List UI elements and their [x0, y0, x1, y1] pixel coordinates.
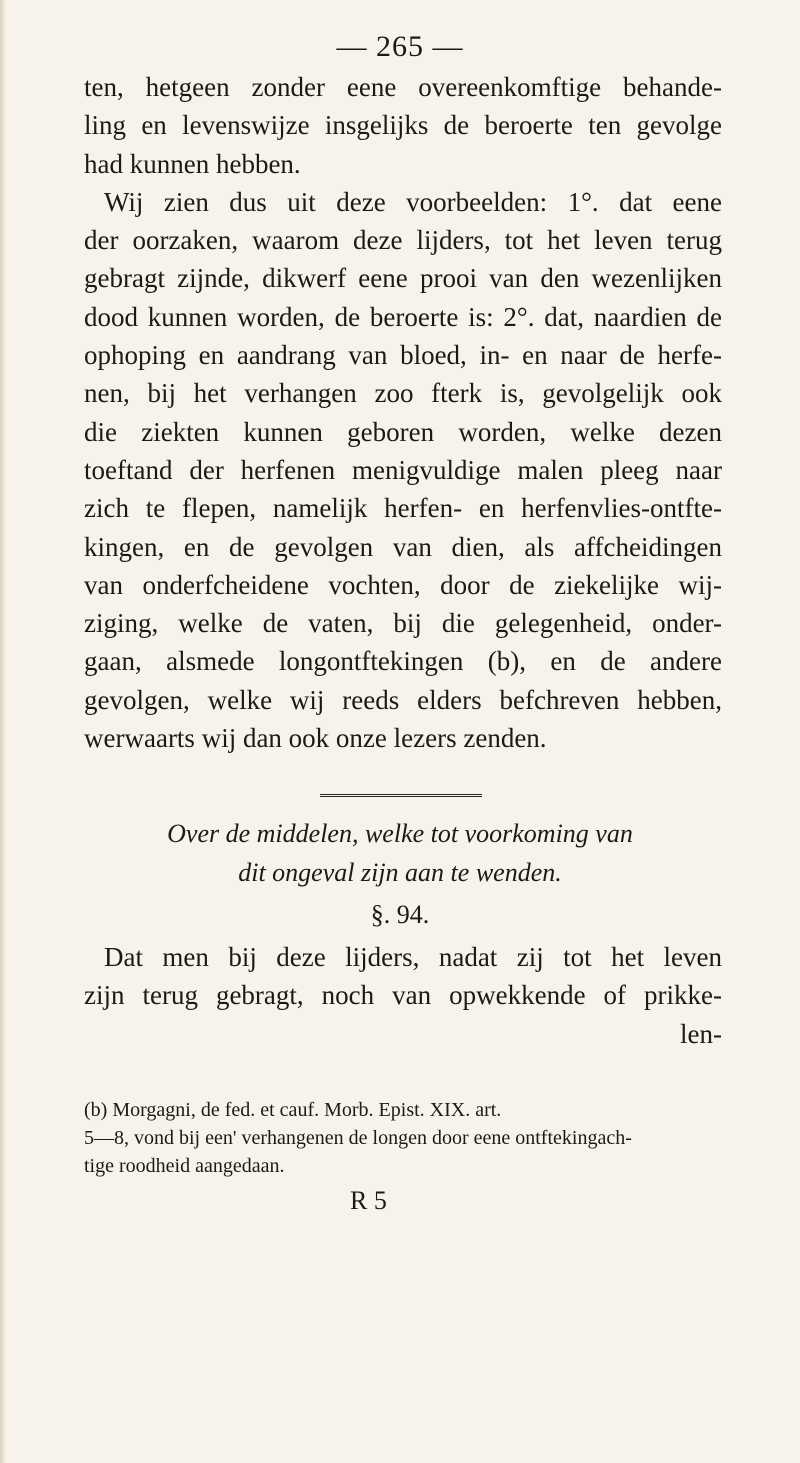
text-line: had kunnen hebben. [84, 148, 301, 179]
text-line: ziging, welke de vaten, bij die gelegenheid, onder- [84, 608, 722, 639]
signature-mark: R 5 [350, 1186, 387, 1215]
footnote-line: 5—8, vond bij een' verhangenen de longen door eene ontftekingach- [84, 1127, 632, 1149]
section-number: §. 94. [370, 900, 430, 929]
footnote-line: (b) Morgagni, de fed. et cauf. Morb. Epist. XIX. art. [84, 1099, 502, 1121]
section-heading-line: Over de middelen, welke tot voorkoming van [167, 819, 633, 848]
text-line: zijn terug gebragt, noch van opwekkende of prikke- [84, 980, 722, 1011]
text-line: toeftand der herfenen menigvuldige malen pleeg naar [84, 454, 722, 485]
section-heading [100, 814, 700, 892]
text-line: ten, hetgeen zonder eene overeenkomftige behande- [84, 72, 722, 102]
text-line: ling en levenswijze insgelijks de beroerte ten gevolge [84, 110, 722, 141]
footnote-line: tige roodheid aangedaan. [84, 1155, 285, 1177]
text-line: zich te flepen, namelijk herfen- en herfenvlies-ontfte- [84, 493, 722, 524]
text-line: dood kunnen worden, de beroerte is: 2°. dat, naardien de [84, 301, 722, 332]
section-divider [320, 794, 482, 797]
text-line: nen, bij het verhangen zoo fterk is, gevolgelijk ook [84, 378, 722, 409]
text-line: Dat men bij deze lijders, nadat zij tot het leven [104, 942, 722, 972]
text-line: van onderfcheidene vochten, door de ziekelijke wij- [84, 569, 722, 600]
section-heading-line: dit ongeval zijn aan te wenden. [238, 858, 562, 887]
main-text [84, 68, 722, 757]
text-line: ophoping en aandrang van bloed, in- en naar de herfe- [84, 340, 722, 371]
footnote [84, 1096, 722, 1180]
text-line: der oorzaken, waarom deze lijders, tot het leven terug [84, 225, 722, 256]
text-line: Wij zien dus uit deze voorbeelden: 1°. dat eene [104, 186, 722, 217]
text-line: gaan, alsmede longontftekingen (b), en de andere [84, 646, 722, 677]
text-line: die ziekten kunnen geboren worden, welke dezen [84, 416, 722, 447]
text-line: gebragt zijnde, dikwerf eene prooi van den wezenlijken [84, 263, 722, 294]
text-line: gevolgen, welke wij reeds elders befchreven hebben, [84, 684, 722, 715]
text-line: kingen, en de gevolgen van dien, als affcheidingen [84, 531, 722, 562]
text-line: len- [680, 1018, 722, 1049]
page-number: — 265 — [336, 30, 464, 63]
text-line: werwaarts wij dan ook onze lezers zenden. [84, 723, 547, 754]
page-spine-shadow [0, 0, 6, 1463]
section-text [84, 938, 722, 1053]
